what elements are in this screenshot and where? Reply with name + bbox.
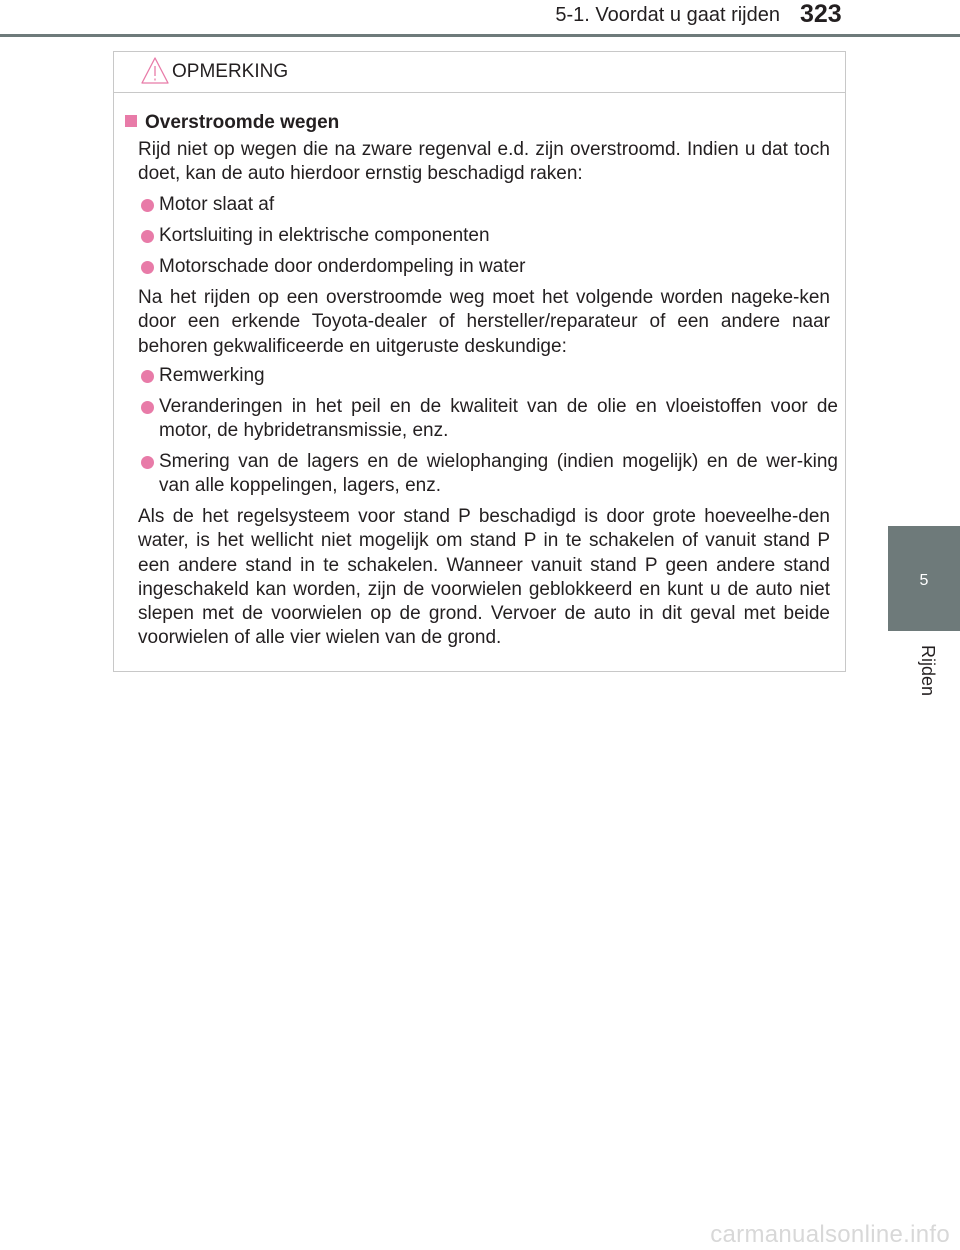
list-item-text: Smering van de lagers en de wielophanging (indien mogelijk) en de wer-king van alle koppelingen, lagers, enz. [159,451,838,497]
square-bullet-icon [125,115,137,127]
watermark: carmanualsonline.info [710,1221,950,1248]
chapter-number: 5 [919,572,929,589]
intro-paragraph: Rijd niet op wegen die na zware regenval e.d. zijn overstroomd. Indien u dat toch doet, kan de auto hierdoor ernstig beschadigd raken: [138,139,830,185]
bullet-dot-icon [141,456,154,469]
list-item-text: Veranderingen in het peil en de kwaliteit van de olie en vloeistoffen voor de motor, de hybridetransmissie, enz. [159,396,838,442]
list-item [138,450,838,499]
list-item-text: Remwerking [159,365,265,386]
notice-header [114,52,845,93]
closing-paragraph: Als de het regelsysteem voor stand P beschadigd is door grote hoeveelhe-den water, is het wellicht niet mogelijk om stand P in te schakelen of vanuit stand P een andere stand in te schakelen. Wanneer vanuit stand P geen andere stand ingeschakeld kan worden, zijn de voorwielen geblokkeerd en kunt u de auto niet slepen met de voorwielen op de grond. Vervoer de auto in dit geval met beide voorwielen of alle vier wielen van de grond. [138,506,830,649]
chapter-tab[interactable] [888,526,960,631]
list-item [138,224,838,248]
list-item-text: Motorschade door onderdompeling in water [159,256,526,277]
bullet-dot-icon [141,230,154,243]
section-title: 5-1. Voordat u gaat rijden [555,4,780,26]
page-number: 323 [800,0,842,28]
bullet-dot-icon [141,199,154,212]
list-item [138,255,838,279]
section-heading [125,111,339,135]
list-item-text: Motor slaat af [159,194,275,215]
notice-title: OPMERKING [172,61,289,82]
list-item [138,364,838,388]
warning-triangle-icon [140,56,170,86]
bullet-dot-icon [141,261,154,274]
list-item [138,193,838,217]
notice-box [113,51,846,672]
inspection-paragraph: Na het rijden op een overstroomde weg moet het volgende worden nageke-ken door een erkende Toyota-dealer of hersteller/reparateur of een andere naar behoren gekwalificeerde en uitgeruste deskundige: [138,287,830,357]
bullet-dot-icon [141,370,154,383]
list-item [138,395,838,444]
bullet-dot-icon [141,401,154,414]
header-divider [0,34,960,37]
list-item-text: Kortsluiting in elektrische componenten [159,225,490,246]
chapter-label: Rijden [918,645,938,697]
section-heading-text: Overstroomde wegen [145,112,340,133]
